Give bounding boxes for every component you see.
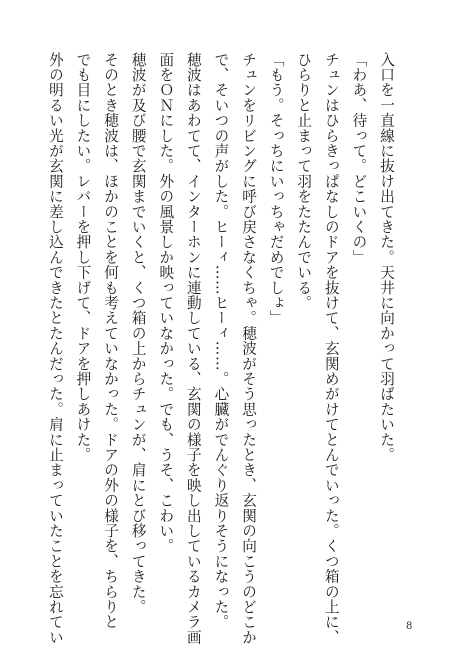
text-line-13: 外の明るい光が玄関に差し込んできたとたんだった。肩に止まっていたことを忘れてい <box>46 52 64 645</box>
text-line-8: 穂波はあわてて、インターホンに連動している、玄関の様子を映し出しているカメラ画 <box>184 52 202 645</box>
text-line-11: そのとき穂波は、ほかのことを何も考えていなかった。ドアの外の様子を、ちらりと <box>102 52 120 630</box>
text-line-9: 面をＯＮにした。外の風景しか映っていなかった。でも、うそ、こわい。 <box>157 52 175 554</box>
text-line-4: ひらりと止まって羽をたたんでいる。 <box>295 52 313 311</box>
page-number: 8 <box>406 621 413 632</box>
text-line-2: 「わあ、待って。どこいくの」 <box>350 52 368 265</box>
text-line-5: 「もう。そっちにいっちゃだめでしょ」 <box>267 52 285 326</box>
text-line-6: チュンをリビングに呼び戻さなくちゃ。穂波がそう思ったとき、玄関の向こうのどこか <box>240 52 258 645</box>
text-line-7: で、そいつの声がした。ヒーィ……ヒーィ……。心臓がでんぐり返りそうになった。 <box>212 52 230 630</box>
text-line-10: 穂波が及び腰で玄関までいくと、くつ箱の上からチュンが、肩にとび移ってきた。 <box>129 52 147 615</box>
text-line-3: チュンはひらきっぱなしのドアを抜けて、玄関めがけてとんでいった。くつ箱の上に、 <box>322 52 340 645</box>
text-line-1: 入口を一直線に抜け出てきた。天井に向かって羽ばたいた。 <box>378 52 395 463</box>
vertical-text-body <box>41 52 400 645</box>
text-line-12: でも目にしたい。レバーを押し下げて、ドアを押しあけた。 <box>74 52 92 463</box>
